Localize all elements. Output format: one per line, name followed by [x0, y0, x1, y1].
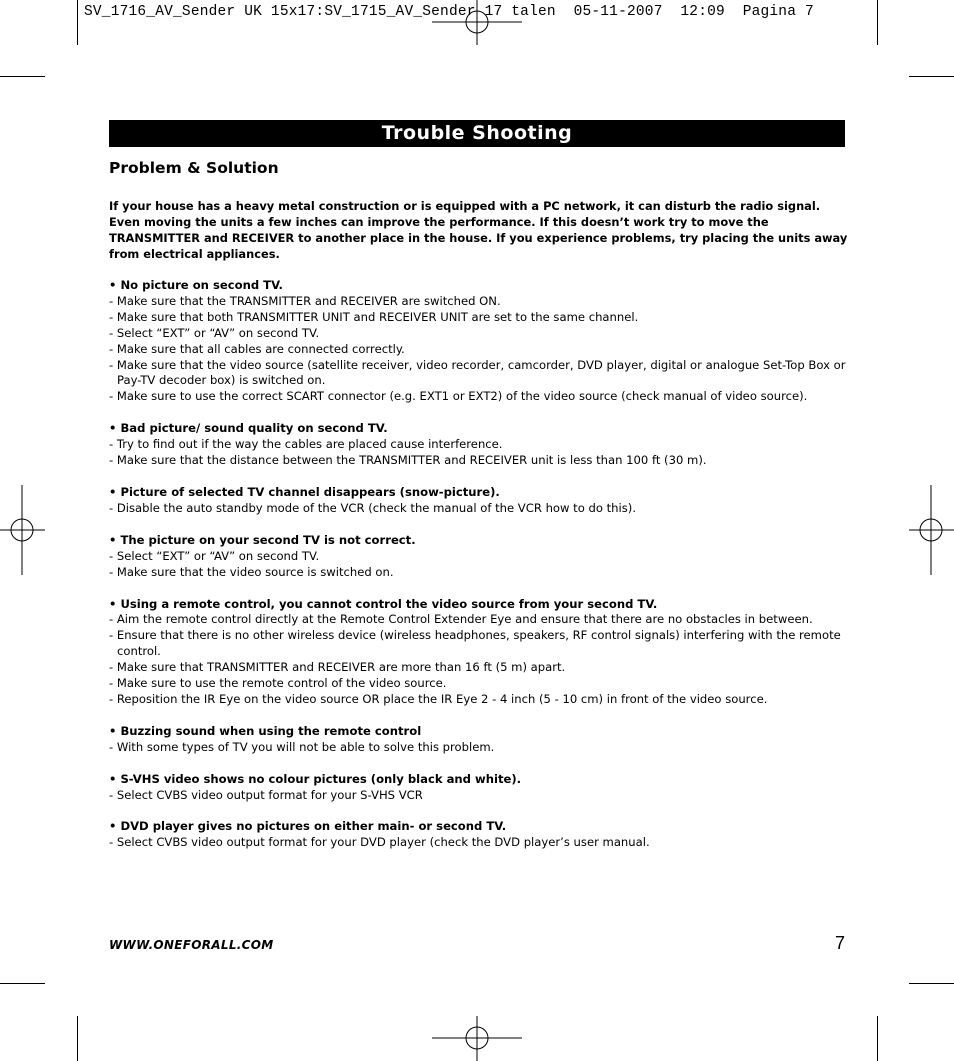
crop-mark — [877, 0, 878, 45]
problem-section — [109, 724, 849, 756]
problem-section — [109, 485, 849, 517]
solution-item: - Make sure that both TRANSMITTER UNIT and RECEIVER UNIT are set to the same channel. — [109, 309, 639, 324]
problem-section — [109, 819, 849, 851]
solution-item: - Ensure that there is no other wireless device (wireless headphones, speakers, RF control signals) interfering with the remote control. — [109, 628, 841, 659]
problem-section — [109, 421, 849, 469]
registration-mark-right — [909, 485, 954, 575]
problem-title: • No picture on second TV. — [109, 278, 283, 292]
solution-item: - Try to find out if the way the cables are placed cause interference. — [109, 437, 503, 452]
footer-website: WWW.ONEFORALL.COM — [109, 938, 274, 952]
solution-item: - Make sure that the distance between the TRANSMITTER and RECEIVER unit is less than 100 ft (30 m). — [109, 453, 707, 468]
section-heading: Problem & Solution — [109, 159, 279, 177]
problem-title: • Buzzing sound when using the remote control — [109, 723, 422, 738]
solution-item: - Make sure that the TRANSMITTER and RECEIVER are switched ON. — [109, 293, 501, 308]
problem-title: • Using a remote control, you cannot control the video source from your second TV. — [109, 596, 658, 611]
registration-mark-left — [0, 485, 45, 575]
solution-item: - Make sure to use the remote control of the video source. — [109, 676, 447, 691]
crop-mark — [909, 76, 954, 77]
printer-slug-line: SV_1716_AV_Sender UK 15x17:SV_1715_AV_Sender 17 talen 05-11-2007 12:09 Pagina 7 — [84, 4, 814, 20]
solution-item: - Make sure to use the correct SCART connector (e.g. EXT1 or EXT2) of the video source (check manual of video source). — [109, 389, 808, 404]
problem-title: • DVD player gives no pictures on either main- or second TV. — [109, 819, 507, 834]
solution-item: - Reposition the IR Eye on the video source OR place the IR Eye 2 - 4 inch (5 - 10 cm) in front of the video source. — [109, 691, 768, 706]
solution-item: - Aim the remote control directly at the Remote Control Extender Eye and ensure that there are no obstacles in between. — [109, 612, 813, 627]
crop-mark — [0, 76, 45, 77]
problem-section — [109, 597, 849, 708]
page-title: Trouble Shooting — [109, 120, 845, 147]
solution-item: - Select CVBS video output format for your DVD player (check the DVD player’s user manual. — [109, 835, 650, 850]
crop-mark — [909, 983, 954, 984]
solution-item: - Select “EXT” or “AV” on second TV. — [109, 325, 320, 340]
problem-title: • Bad picture/ sound quality on second TV. — [109, 421, 388, 436]
solution-item: - Select CVBS video output format for your S-VHS VCR — [109, 787, 423, 802]
crop-mark — [77, 0, 78, 45]
problem-section — [109, 772, 849, 804]
solution-item: - Disable the auto standby mode of the VCR (check the manual of the VCR how to do this). — [109, 500, 637, 515]
intro-paragraph: If your house has a heavy metal construction or is equipped with a PC network, it can disturb the radio signal. Even moving the units a few inches can improve the performance. If this doesn’t work try to move the TRANSMITTER and RECEIVER to another place in the house. If you experience problems, try placing the units away from electrical appliances. — [109, 199, 848, 261]
registration-mark-top — [432, 0, 522, 45]
solution-item: - Make sure that the video source is switched on. — [109, 564, 394, 579]
troubleshooting-list — [109, 278, 849, 851]
solution-item: - Make sure that all cables are connected correctly. — [109, 341, 405, 356]
solution-item: - Make sure that the video source (satellite receiver, video recorder, camcorder, DVD player, digital or analogue Set-Top Box or Pay-TV decoder box) is switched on. — [109, 357, 846, 388]
problem-title: • Picture of selected TV channel disappears (snow-picture). — [109, 484, 500, 499]
solution-item: - Make sure that TRANSMITTER and RECEIVER are more than 16 ft (5 m) apart. — [109, 660, 566, 675]
crop-mark — [77, 1016, 78, 1061]
crop-mark — [877, 1016, 878, 1061]
document-body — [109, 158, 849, 867]
problem-section — [109, 533, 849, 581]
solution-item: - With some types of TV you will not be able to solve this problem. — [109, 739, 495, 754]
crop-mark — [0, 983, 45, 984]
solution-item: - Select “EXT” or “AV” on second TV. — [109, 548, 320, 563]
page-number: 7 — [835, 933, 846, 953]
registration-mark-bottom — [432, 1016, 522, 1061]
problem-title: • The picture on your second TV is not correct. — [109, 532, 416, 547]
problem-section — [109, 278, 849, 405]
problem-title: • S-VHS video shows no colour pictures (only black and white). — [109, 771, 522, 786]
